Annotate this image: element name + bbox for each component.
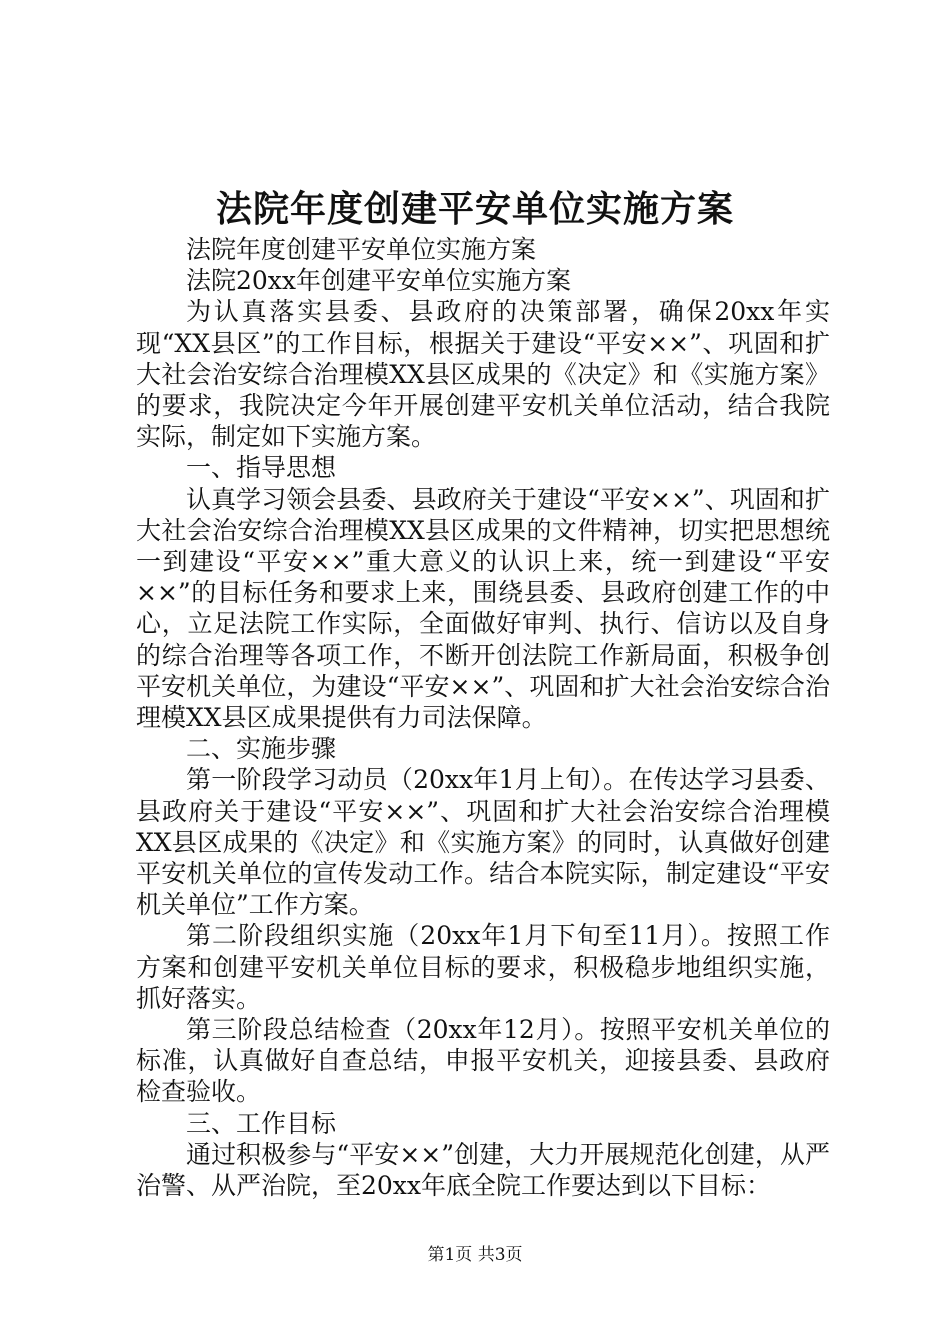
paragraph-stage-two: 第二阶段组织实施（20xx年1月下旬至11月）。按照工作方案和创建平安机关单位目标的要求，积极稳步地组织实施，抓好落实。 — [136, 921, 830, 1013]
page-number-footer: 第1页 共3页 — [427, 1245, 523, 1265]
paragraph-intro: 为认真落实县委、县政府的决策部署，确保20xx年实现“XX县区”的工作目标，根据关于建设“平安××”、巩固和扩大社会治安综合治理模XX县区成果的《决定》和《实施方案》的要求，我院决定今年开展创建平安机关单位活动，结合我院实际，制定如下实施方案。 — [136, 297, 830, 452]
paragraph-guiding-ideology: 认真学习领会县委、县政府关于建设“平安××”、巩固和扩大社会治安综合治理模XX县区成果的文件精神，切实把思想统一到建设“平安××”重大意义的认识上来，统一到建设“平安××”的目标任务和要求上来，围绕县委、县政府创建工作的中心，立足法院工作实际，全面做好审判、执行、信访以及自身的综合治理等各项工作，不断开创法院工作新局面，积极争创平安机关单位，为建设“平安××”、巩固和扩大社会治安综合治理模XX县区成果提供有力司法保障。 — [136, 484, 830, 733]
section-heading-guiding-ideology: 一、指导思想 — [186, 453, 337, 483]
paragraph-work-goals: 通过积极参与“平安××”创建，大力开展规范化创建，从严治警、从严治院，至20xx年底全院工作要达到以下目标： — [136, 1139, 830, 1201]
document-title: 法院年度创建平安单位实施方案 — [215, 188, 734, 230]
paragraph-subtitle: 法院年度创建平安单位实施方案 — [186, 235, 537, 264]
paragraph-stage-three: 第三阶段总结检查（20xx年12月）。按照平安机关单位的标准，认真做好自查总结，申报平安机关，迎接县委、县政府检查验收。 — [136, 1015, 830, 1107]
paragraph-stage-one: 第一阶段学习动员（20xx年1月上旬）。在传达学习县委、县政府关于建设“平安××”、巩固和扩大社会治安综合治理模XX县区成果的《决定》和《实施方案》的同时，认真做好创建平安机关单位的宣传发动工作。结合本院实际，制定建设“平安机关单位”工作方案。 — [136, 765, 830, 920]
document-body — [136, 234, 830, 1201]
section-heading-work-goals: 三、工作目标 — [186, 1108, 337, 1138]
section-heading-implementation-steps: 二、实施步骤 — [186, 734, 337, 764]
paragraph-plan-title: 法院20xx年创建平安单位实施方案 — [186, 266, 572, 296]
